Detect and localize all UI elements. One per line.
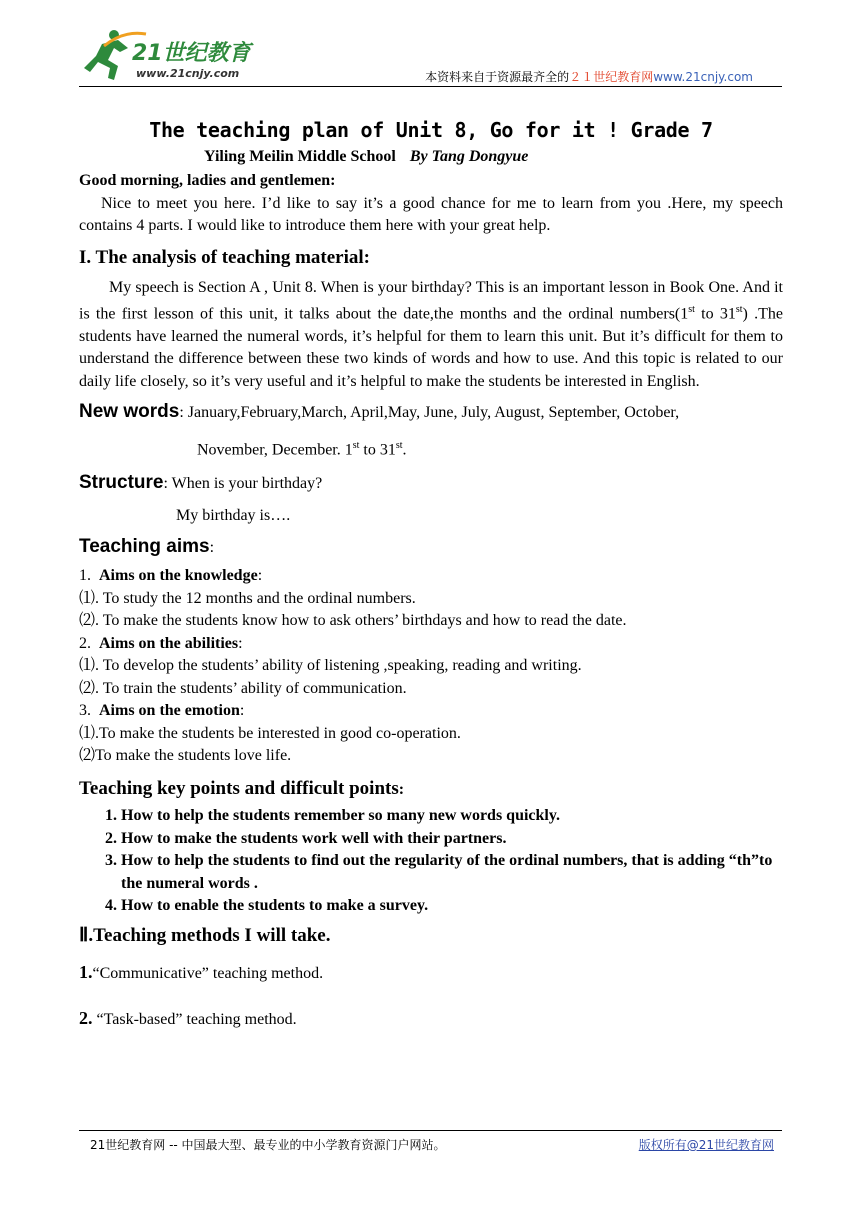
new-words-line2: November, December. 1st to 31st. [197,439,407,459]
list-item: 3. How to help the students to find out the regularity of the ordinal numbers, that is adding “th”to the numeral words . [121,850,783,895]
new-words-list: : January,February,March, April,May, June, July, August, September, October, [179,404,680,422]
site-logo [84,26,280,86]
aim3-title: Aims on the emotion [99,702,240,720]
structure-label: Structure [79,471,164,493]
structure-block [79,472,783,528]
intro-paragraph: Nice to meet you here. I’d like to say it’s a good chance for me to learn from you .Here, my speech contains 4 parts. I would like to introduce them here with your great help. [79,194,783,234]
new-words-block [79,401,783,461]
footer-copyright-link[interactable]: 版权所有@21世纪教育网 [638,1138,774,1152]
aims-block: Teaching aims: 1. Aims on the knowledge: ⑴. To study the 12 months and the ordinal numbers. ⑵. To make the students know how to ask others’ birthdays and how to read the date. 2. Aims on the abilities: ⑴. To develop the students’ ability of listening ,speaking, reading and writing. ⑵. To train the students’ ability of communication. 3. Aims on the emotion: ⑴.To make the students be interested in good co-operation. ⑵To make the students love life. [79,536,783,768]
list-item: 2. How to make the students work well with their partners. [121,828,783,851]
list-item: 4. How to enable the students to make a survey. [121,895,783,918]
structure-text: : When is your birthday? [163,474,323,492]
document-body [79,110,783,1032]
method-2: 2. “Task-based” teaching method. [79,1008,297,1029]
structure-line2: My birthday is…. [176,507,291,525]
keypoints-block: Teaching key points and difficult points: 1. How to help the students remember so many new words quickly. 2. How to make the students work well with their partners. 3. How to help the students to find out the regularity of the ordinal numbers, that is adding “th”to the numeral words . 4. How to enable the students to make a survey. [79,778,783,918]
section2-heading: Ⅱ.Teaching methods I will take. [79,924,331,946]
footer-text: 21世纪教育网 -- 中国最大型、最专业的中小学教育资源门户网站。 [90,1138,446,1152]
document-title: The teaching plan of Unit 8, Go for it ! Grade 7 [149,118,713,142]
section1-heading: I. The analysis of teaching material: [79,246,370,268]
header-link[interactable]: www.21cnjy.com [653,70,753,84]
aims-label: Teaching aims [79,535,210,557]
aim2-title: Aims on the abilities [99,634,239,652]
list-item: 1. How to help the students remember so many new words quickly. [121,805,783,828]
analysis-paragraph: My speech is Section A , Unit 8. When is your birthday? This is an important lesson in Book One. And it is the first lesson of this unit, it talks about the date,the months and the ordinal numbers(1st to 31st) .The students have learned the numeral words, it’s helpful for them to learn this unit. But it’s difficult for them to understand the difference between these two kinds of words and how to use. And this topic is related to our daily life closely, so it’s very useful and it’s helpful to make the students be interested in English. [79,278,783,390]
aim1-title: Aims on the knowledge [99,567,258,585]
aim2-item1: ⑴. To develop the students’ ability of listening ,speaking, reading and writing. [79,657,582,675]
keypoints-list [79,805,783,918]
aim3-item2: ⑵To make the students love life. [79,747,292,765]
svg-text:21世纪教育: 21世纪教育 [132,41,251,66]
keypoints-label: Teaching key points and difficult points [79,777,399,799]
header-divider [79,86,782,87]
footer-divider [79,1130,782,1131]
new-words-label: New words [79,401,180,423]
aim3-item1: ⑴.To make the students be interested in good co-operation. [79,724,461,742]
aim1-item1: ⑴. To study the 12 months and the ordinal numbers. [79,589,416,607]
aim1-item2: ⑵. To make the students know how to ask others’ birthdays and how to read the date. [79,612,627,630]
byline: Yiling Meilin Middle School By Tang Dongyue [204,148,529,165]
aim2-item2: ⑵. To train the students’ ability of communication. [79,679,407,697]
greeting: Good morning, ladies and gentlemen: [79,172,336,189]
svg-text:www.21cnjy.com: www.21cnjy.com [136,67,240,80]
method-1: 1.“Communicative” teaching method. [79,961,324,982]
header-source-text: 本资料来自于资源最齐全的２１世纪教育网www.21cnjy.com [425,70,753,84]
